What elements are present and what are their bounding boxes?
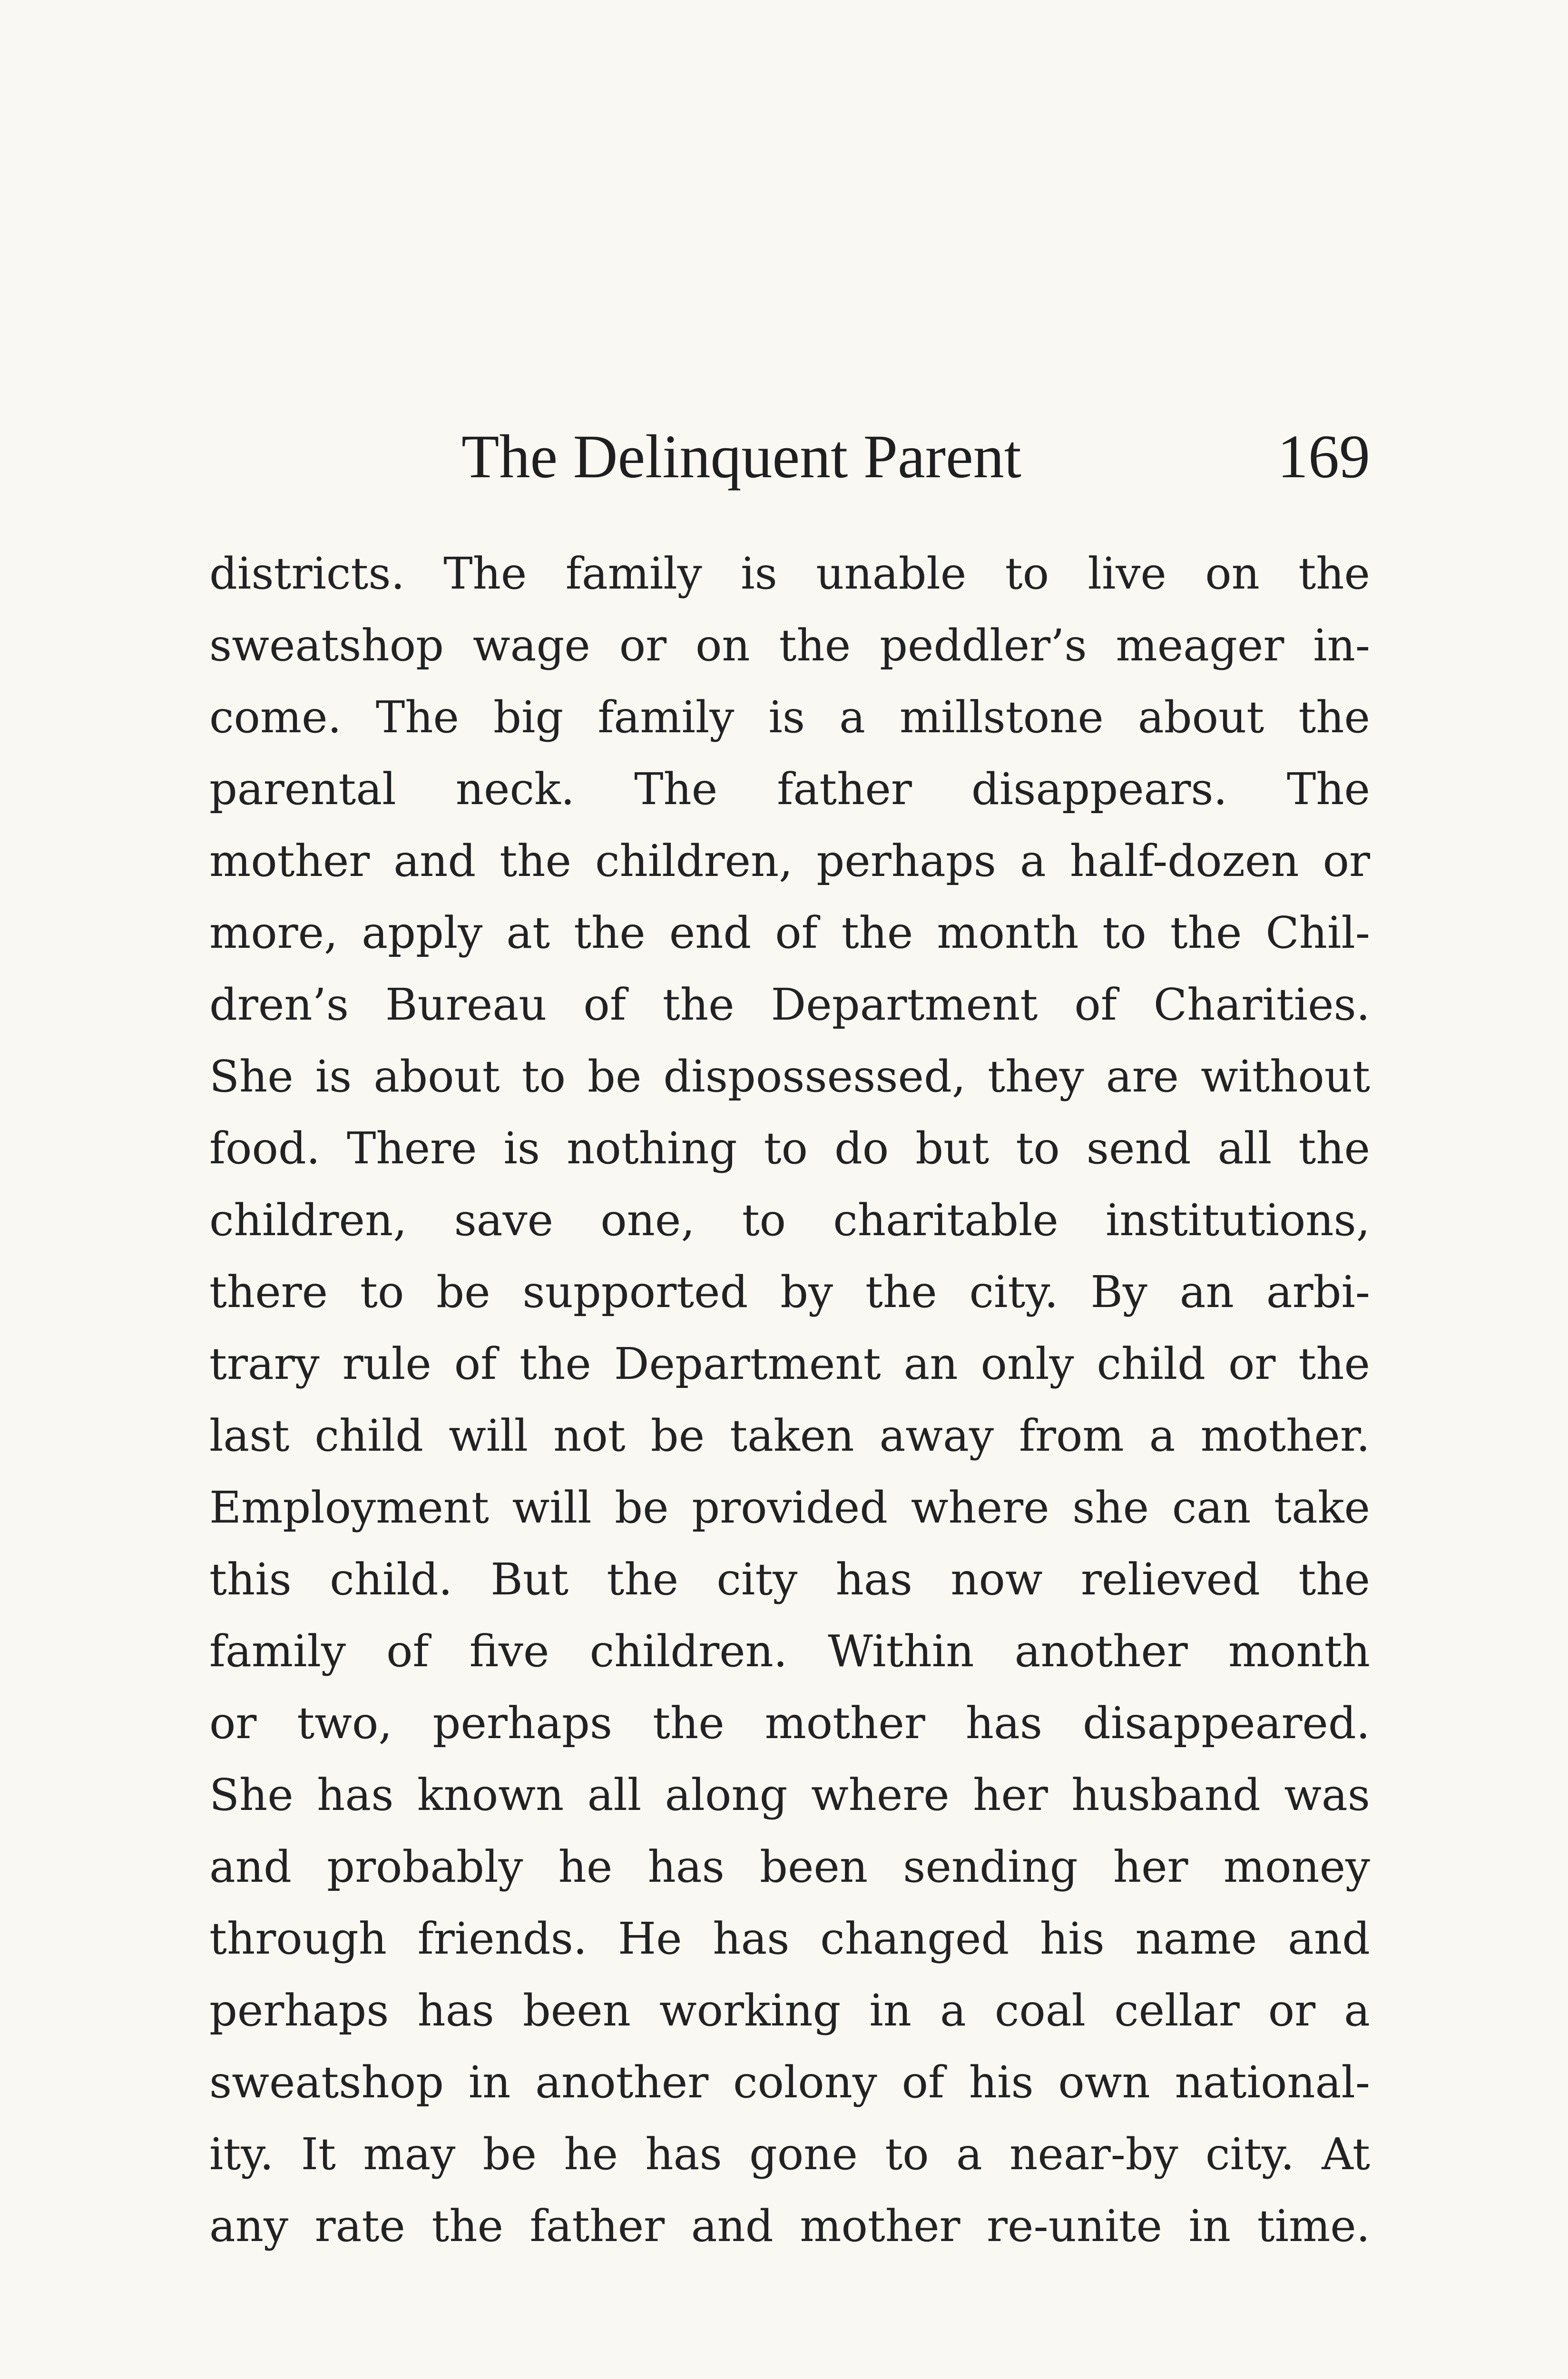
text-line: and probably he has been sending her money bbox=[209, 1841, 1370, 1892]
text-line: come. The big family is a millstone about the bbox=[209, 692, 1370, 743]
text-line: there to be supported by the city. By an arbi- bbox=[209, 1267, 1370, 1317]
text-line: trary rule of the Department an only child or the bbox=[209, 1338, 1370, 1389]
text-line: She has known all along where her husband was bbox=[209, 1770, 1370, 1820]
text-line: ity. It may be he has gone to a near-by city. At bbox=[209, 2129, 1370, 2180]
text-line: last child will not be taken away from a mother. bbox=[209, 1410, 1370, 1461]
text-line: sweatshop wage or on the peddler’s meager in- bbox=[209, 620, 1370, 671]
text-line: any rate the father and mother re-unite in time. bbox=[209, 2201, 1370, 2251]
text-line: this child. But the city has now relieved the bbox=[209, 1554, 1370, 1605]
running-head bbox=[209, 419, 1370, 495]
text-line: through friends. He has changed his name and bbox=[209, 1913, 1370, 1964]
text-line: children, save one, to charitable institutions, bbox=[209, 1195, 1370, 1246]
body-text bbox=[209, 538, 1370, 2262]
text-line: perhaps has been working in a coal cellar or a bbox=[209, 1985, 1370, 2036]
text-line: districts. The family is unable to live on the bbox=[209, 548, 1370, 599]
text-line: mother and the children, perhaps a half-dozen or bbox=[209, 836, 1370, 886]
text-line: food. There is nothing to do but to send all the bbox=[209, 1123, 1370, 1174]
text-line: more, apply at the end of the month to the Chil- bbox=[209, 907, 1370, 958]
text-line: or two, perhaps the mother has disappeared. bbox=[209, 1698, 1370, 1749]
text-line: Employment will be provided where she can take bbox=[209, 1482, 1370, 1533]
text-line: sweatshop in another colony of his own national- bbox=[209, 2057, 1370, 2108]
running-title: The Delinquent Parent bbox=[461, 423, 1021, 491]
text-line: She is about to be dispossessed, they are without bbox=[209, 1051, 1370, 1102]
text-line: dren’s Bureau of the Department of Charities. bbox=[209, 979, 1370, 1030]
text-line: parental neck. The father disappears. The bbox=[209, 764, 1370, 815]
text-line: family of five children. Within another month bbox=[209, 1626, 1370, 1677]
page-number: 169 bbox=[1277, 423, 1370, 491]
